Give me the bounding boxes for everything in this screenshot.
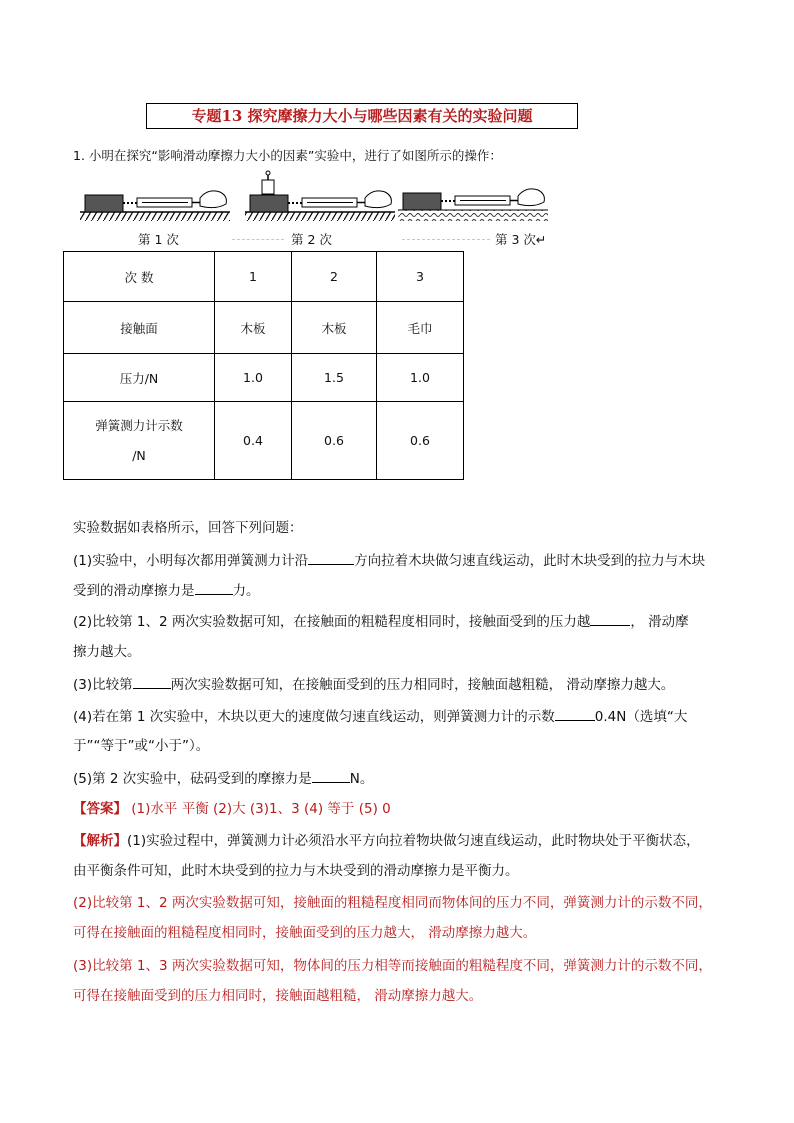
caption-setup-1: 第 1 次 xyxy=(138,232,179,247)
text-segment: 受到的滑动摩擦力是 xyxy=(73,583,195,599)
answer-blank xyxy=(195,580,233,595)
setup-3-towel-diagram xyxy=(398,189,548,221)
table-row xyxy=(64,252,464,302)
analysis-line-2: 由平衡条件可知，此时木块受到的拉力与木块受到的滑动摩擦力是平衡力。 xyxy=(73,863,519,879)
questions-lead: 实验数据如表格所示，回答下列问题： xyxy=(73,520,303,536)
text-segment: 两次实验数据可知，在接触面受到的压力相同时，接触面越粗糙， 滑动摩擦力越大。 xyxy=(170,677,675,693)
analysis-line-6: 可得在接触面受到的压力相同时，接触面越粗糙， 滑动摩擦力越大。 xyxy=(73,988,483,1004)
table-row xyxy=(64,402,464,480)
table-header-reading xyxy=(64,402,215,480)
table-cell: 0.4 xyxy=(215,402,292,480)
table-header-pressure: 压力/N xyxy=(64,354,215,402)
answer-blank xyxy=(555,706,595,721)
answer-line xyxy=(73,799,391,819)
analysis-text: (1)实验过程中，弹簧测力计必须沿水平方向拉着物块做匀速直线运动，此时物块处于平衡状态， xyxy=(127,833,700,849)
table-cell: 0.6 xyxy=(292,402,377,480)
analysis-line-3: (2)比较第 1、2 两次实验数据可知，接触面的粗糙程度相同而物体间的压力不同，弹簧测力计的示数不同， xyxy=(73,895,712,911)
text-segment: 力。 xyxy=(232,583,260,599)
table-cell: 1 xyxy=(215,252,292,302)
text-segment: N。 xyxy=(349,771,374,787)
caption-divider xyxy=(402,239,490,240)
table-header-trials: 次 数 xyxy=(64,252,215,302)
question-1-line-2 xyxy=(73,580,260,601)
question-4-line-1 xyxy=(73,706,687,727)
table-cell: 1.0 xyxy=(377,354,464,402)
text-segment: 0.4N（选填“大 xyxy=(594,709,688,725)
data-table xyxy=(63,251,464,480)
reading-header-label: 弹簧测力计示数 xyxy=(95,417,183,433)
table-cell: 毛巾 xyxy=(377,302,464,354)
table-cell: 木板 xyxy=(292,302,377,354)
analysis-line-4: 可得在接触面的粗糙程度相同时，接触面受到的压力越大， 滑动摩擦力越大。 xyxy=(73,925,537,941)
question-2-line-1 xyxy=(73,611,689,632)
table-cell: 0.6 xyxy=(377,402,464,480)
table-cell: 1.5 xyxy=(292,354,377,402)
table-cell: 木板 xyxy=(215,302,292,354)
caption-setup-3: 第 3 次↵ xyxy=(495,232,547,247)
answer-blank xyxy=(590,611,630,626)
answer-text: (1)水平 平衡 (2)大 (3)1、3 (4) 等于 (5) 0 xyxy=(127,801,391,817)
text-segment: (5)第 2 次实验中，砝码受到的摩擦力是 xyxy=(73,771,312,787)
text-segment: (1)实验中，小明每次都用弹簧测力计沿 xyxy=(73,553,309,569)
question-1-line-1 xyxy=(73,550,705,571)
table-row xyxy=(64,354,464,402)
answer-label: 【答案】 xyxy=(73,801,127,817)
table-cell: 2 xyxy=(292,252,377,302)
setup-2-board-with-weight-diagram xyxy=(245,171,395,221)
caption-setup-2: 第 2 次 xyxy=(291,232,332,247)
text-segment: (3)比较第 xyxy=(73,677,133,693)
text-segment: ， 滑动摩 xyxy=(630,614,689,630)
analysis-line-1 xyxy=(73,831,700,851)
answer-blank xyxy=(308,550,354,565)
text-segment: (4)若在第 1 次实验中，木块以更大的速度做匀速直线运动，则弹簧测力计的示数 xyxy=(73,709,555,725)
table-cell: 3 xyxy=(377,252,464,302)
question-4-line-2: 于”“等于”或“小于”）。 xyxy=(73,738,210,754)
question-intro: 1. 小明在探究“影响滑动摩擦力大小的因素”实验中，进行了如图所示的操作： xyxy=(73,148,502,163)
analysis-label: 【解析】 xyxy=(73,833,127,849)
page-title: 专题13 探究摩擦力大小与哪些因素有关的实验问题 xyxy=(146,103,578,129)
text-segment: 方向拉着木块做匀速直线运动，此时木块受到的拉力与木块 xyxy=(354,553,706,569)
question-5 xyxy=(73,768,373,789)
experiment-figure xyxy=(80,170,550,226)
answer-blank xyxy=(312,768,350,783)
setup-1-board-diagram xyxy=(80,191,230,221)
table-header-surface: 接触面 xyxy=(64,302,215,354)
reading-header-unit: /N xyxy=(132,447,146,463)
analysis-line-5: (3)比较第 1、3 两次实验数据可知，物体间的压力相等而接触面的粗糙程度不同，弹簧测力计的示数不同， xyxy=(73,958,712,974)
text-segment: (2)比较第 1、2 两次实验数据可知，在接触面的粗糙程度相同时，接触面受到的压力越 xyxy=(73,614,591,630)
answer-blank xyxy=(133,674,171,689)
question-3 xyxy=(73,674,674,695)
table-cell: 1.0 xyxy=(215,354,292,402)
table-row xyxy=(64,302,464,354)
question-2-line-2: 擦力越大。 xyxy=(73,644,141,660)
caption-divider xyxy=(232,239,284,240)
